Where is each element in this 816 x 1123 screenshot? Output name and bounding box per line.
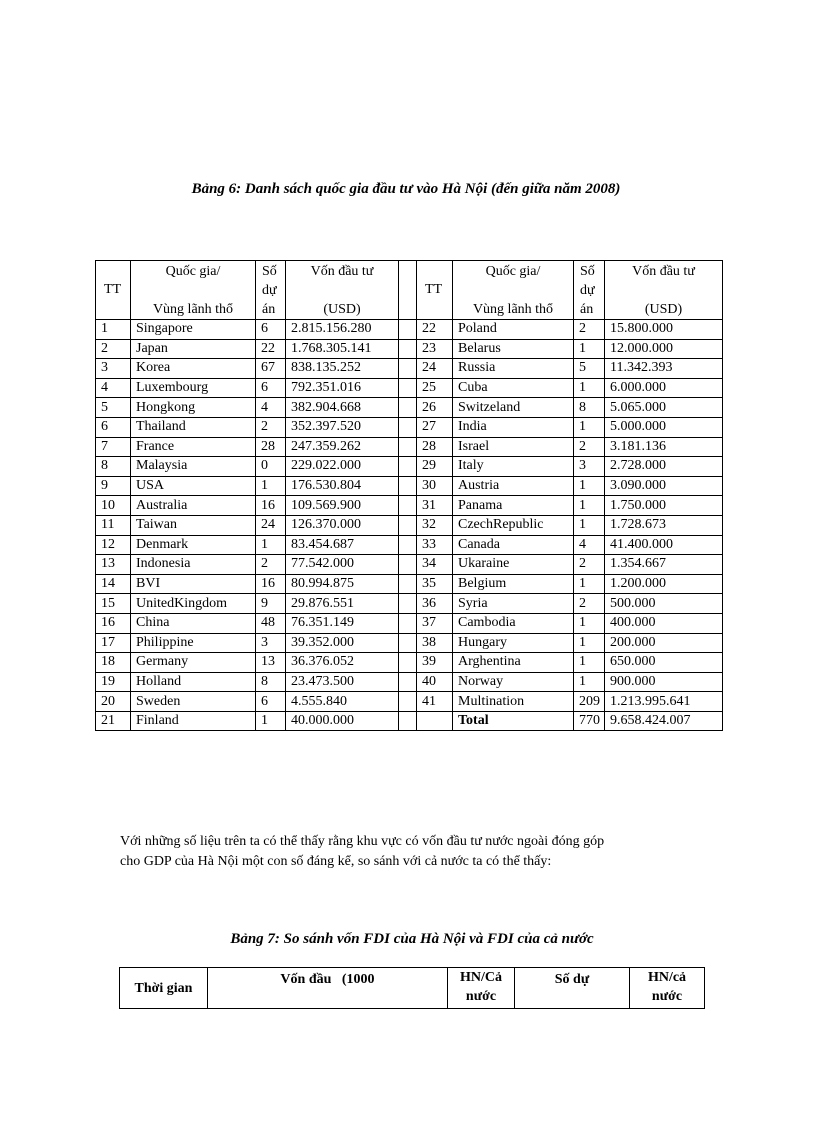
cell-tt: 10 [96,496,131,516]
header-fdi-capital: Vốn đầu (1000 [208,968,448,1009]
header-tt-right: TT [417,261,453,320]
cell-projects: 2 [256,417,286,437]
table-row [96,476,723,496]
cell-country: USA [131,476,256,496]
column-separator [399,417,417,437]
cell-country-right: Italy [453,457,574,477]
column-separator [399,574,417,594]
cell-capital: 792.351.016 [286,378,399,398]
cell-tt-right: 25 [417,378,453,398]
cell-country: UnitedKingdom [131,594,256,614]
column-separator [399,515,417,535]
table-row [96,417,723,437]
header-projects-right-line3: án [580,302,594,317]
cell-country-right: Total [453,711,574,731]
table-row [96,515,723,535]
cell-projects: 48 [256,613,286,633]
table-row [96,339,723,359]
cell-country-right: Syria [453,594,574,614]
column-separator [399,672,417,692]
header-time: Thời gian [120,968,208,1009]
cell-projects-right: 1 [574,378,605,398]
analysis-paragraph [120,832,720,872]
cell-country: Luxembourg [131,378,256,398]
cell-capital-right: 500.000 [605,594,723,614]
cell-country-right: Belarus [453,339,574,359]
cell-capital: 77.542.000 [286,555,399,575]
header-projects-right [574,261,605,320]
hn-ratio-1-line1: HN/Cả [460,970,502,985]
header-projects-right-line2: dự [580,283,595,298]
cell-country: Germany [131,653,256,673]
cell-projects-right: 1 [574,653,605,673]
cell-capital-right: 1.213.995.641 [605,692,723,712]
cell-tt-right: 33 [417,535,453,555]
table-row [96,613,723,633]
cell-tt-right: 34 [417,555,453,575]
cell-projects: 22 [256,339,286,359]
column-separator [399,633,417,653]
table-row [96,398,723,418]
cell-capital: 126.370.000 [286,515,399,535]
header-hn-ratio-1 [448,968,515,1009]
cell-country: Denmark [131,535,256,555]
cell-country-right: Panama [453,496,574,516]
cell-projects-right: 1 [574,339,605,359]
table-row [96,457,723,477]
table-row [96,496,723,516]
cell-capital: 2.815.156.280 [286,320,399,340]
cell-country-right: Canada [453,535,574,555]
hn-ratio-1-line2: nước [465,989,497,1004]
cell-capital: 80.994.875 [286,574,399,594]
table-row [96,594,723,614]
table6-header-row [96,261,723,320]
cell-tt-right: 26 [417,398,453,418]
column-separator [399,535,417,555]
cell-tt: 16 [96,613,131,633]
cell-capital-right: 3.090.000 [605,476,723,496]
header-tt: TT [96,261,131,320]
cell-capital: 4.555.840 [286,692,399,712]
cell-country: Hongkong [131,398,256,418]
column-separator [399,457,417,477]
fdi-countries-table [95,260,723,731]
cell-tt: 21 [96,711,131,731]
cell-projects: 28 [256,437,286,457]
table-row [96,692,723,712]
cell-projects: 24 [256,515,286,535]
cell-capital-right: 9.658.424.007 [605,711,723,731]
header-country-right-line1: Quốc gia/ [485,264,541,279]
cell-projects: 4 [256,398,286,418]
table-row [96,535,723,555]
cell-country-right: Switzeland [453,398,574,418]
cell-capital-right: 1.354.667 [605,555,723,575]
cell-country-right: Israel [453,437,574,457]
cell-country: Australia [131,496,256,516]
cell-capital: 39.352.000 [286,633,399,653]
cell-country-right: Belgium [453,574,574,594]
cell-capital: 229.022.000 [286,457,399,477]
cell-capital-right: 6.000.000 [605,378,723,398]
cell-country: BVI [131,574,256,594]
cell-tt-right: 41 [417,692,453,712]
cell-tt-right: 24 [417,359,453,379]
header-capital-line2: (USD) [323,302,361,317]
header-projects-line2: dự [262,283,277,298]
cell-tt-right: 40 [417,672,453,692]
cell-country-right: Russia [453,359,574,379]
cell-tt: 7 [96,437,131,457]
cell-capital-right: 400.000 [605,613,723,633]
paragraph-line-1: Với những số liệu trên ta có thể thấy rằng khu vực có vốn đầu tư nước ngoài đóng góp [120,834,605,849]
cell-tt-right [417,711,453,731]
cell-projects-right: 1 [574,613,605,633]
cell-projects-right: 209 [574,692,605,712]
cell-tt: 8 [96,457,131,477]
cell-tt: 3 [96,359,131,379]
cell-tt-right: 36 [417,594,453,614]
cell-country: Holland [131,672,256,692]
table-row [96,633,723,653]
cell-capital: 109.569.900 [286,496,399,516]
cell-tt: 15 [96,594,131,614]
table7-title: Bảng 7: So sánh vốn FDI của Hà Nội và FDI của cả nước [230,931,594,947]
cell-capital: 36.376.052 [286,653,399,673]
column-separator [399,398,417,418]
cell-tt-right: 27 [417,417,453,437]
cell-country: Malaysia [131,457,256,477]
header-capital-right-line2: (USD) [644,302,683,317]
cell-projects: 16 [256,496,286,516]
column-separator [399,261,417,320]
cell-tt-right: 32 [417,515,453,535]
header-project-count: Số dự [515,968,630,1009]
header-hn-ratio-2 [630,968,705,1009]
cell-projects-right: 2 [574,555,605,575]
cell-tt-right: 39 [417,653,453,673]
cell-country: France [131,437,256,457]
cell-projects-right: 4 [574,535,605,555]
cell-tt-right: 28 [417,437,453,457]
cell-capital-right: 5.065.000 [605,398,723,418]
cell-country-right: Austria [453,476,574,496]
header-projects [256,261,286,320]
cell-projects-right: 1 [574,417,605,437]
cell-capital: 1.768.305.141 [286,339,399,359]
cell-projects-right: 2 [574,594,605,614]
header-capital-right [605,261,723,320]
cell-projects: 2 [256,555,286,575]
cell-projects-right: 3 [574,457,605,477]
cell-capital: 247.359.262 [286,437,399,457]
table7-header-row [120,968,705,1009]
table-row [96,555,723,575]
column-separator [399,378,417,398]
cell-tt: 2 [96,339,131,359]
cell-country: Sweden [131,692,256,712]
table6-title: Bảng 6: Danh sách quốc gia đầu tư vào Hà Nội (đến giữa năm 2008) [191,181,621,197]
cell-capital: 176.530.804 [286,476,399,496]
header-projects-line3: án [262,302,276,317]
cell-projects: 1 [256,535,286,555]
cell-projects: 16 [256,574,286,594]
column-separator [399,476,417,496]
cell-country: Japan [131,339,256,359]
column-separator [399,496,417,516]
cell-projects-right: 1 [574,574,605,594]
cell-tt: 17 [96,633,131,653]
column-separator [399,594,417,614]
cell-country-right: Cuba [453,378,574,398]
table-row [96,711,723,731]
cell-projects: 6 [256,378,286,398]
cell-capital: 382.904.668 [286,398,399,418]
column-separator [399,692,417,712]
cell-country-right: Poland [453,320,574,340]
cell-tt: 11 [96,515,131,535]
cell-tt: 9 [96,476,131,496]
cell-projects: 6 [256,320,286,340]
cell-tt: 18 [96,653,131,673]
cell-projects: 1 [256,476,286,496]
table-row [96,359,723,379]
cell-tt: 19 [96,672,131,692]
cell-projects-right: 8 [574,398,605,418]
cell-capital-right: 200.000 [605,633,723,653]
cell-tt-right: 31 [417,496,453,516]
table-row [96,653,723,673]
cell-tt: 5 [96,398,131,418]
column-separator [399,437,417,457]
cell-capital-right: 3.181.136 [605,437,723,457]
cell-capital: 29.876.551 [286,594,399,614]
cell-country-right: Arghentina [453,653,574,673]
cell-tt-right: 38 [417,633,453,653]
cell-projects-right: 2 [574,437,605,457]
cell-capital-right: 1.200.000 [605,574,723,594]
cell-projects-right: 1 [574,476,605,496]
cell-country: Taiwan [131,515,256,535]
cell-projects: 3 [256,633,286,653]
cell-tt-right: 30 [417,476,453,496]
cell-country: Indonesia [131,555,256,575]
cell-capital: 352.397.520 [286,417,399,437]
cell-projects-right: 1 [574,672,605,692]
cell-tt-right: 23 [417,339,453,359]
table-row [96,378,723,398]
header-capital [286,261,399,320]
cell-capital-right: 650.000 [605,653,723,673]
cell-tt: 12 [96,535,131,555]
cell-country: Singapore [131,320,256,340]
cell-capital: 838.135.252 [286,359,399,379]
fdi-comparison-table [119,967,705,1009]
cell-projects-right: 5 [574,359,605,379]
cell-capital-right: 11.342.393 [605,359,723,379]
cell-tt: 14 [96,574,131,594]
cell-capital: 83.454.687 [286,535,399,555]
cell-capital-right: 1.750.000 [605,496,723,516]
column-separator [399,653,417,673]
cell-country: Thailand [131,417,256,437]
cell-projects: 8 [256,672,286,692]
cell-projects: 1 [256,711,286,731]
cell-tt: 20 [96,692,131,712]
cell-projects: 9 [256,594,286,614]
cell-country-right: CzechRepublic [453,515,574,535]
header-capital-right-line1: Vốn đầu tư [632,264,695,279]
cell-capital-right: 5.000.000 [605,417,723,437]
table-row [96,672,723,692]
cell-projects-right: 1 [574,496,605,516]
header-country [131,261,256,320]
header-projects-line1: Số [262,264,277,279]
cell-projects: 0 [256,457,286,477]
cell-tt-right: 37 [417,613,453,633]
cell-projects: 67 [256,359,286,379]
cell-country: Philippine [131,633,256,653]
header-country-right-line2: Vùng lãnh thổ [472,302,554,317]
cell-tt: 1 [96,320,131,340]
header-capital-line1: Vốn đầu tư [310,264,374,279]
column-separator [399,320,417,340]
cell-projects-right: 770 [574,711,605,731]
cell-projects-right: 1 [574,515,605,535]
hn-ratio-2-line1: HN/cả [647,970,687,985]
cell-country-right: Norway [453,672,574,692]
cell-projects-right: 2 [574,320,605,340]
cell-tt-right: 22 [417,320,453,340]
column-separator [399,339,417,359]
cell-country-right: Hungary [453,633,574,653]
cell-capital-right: 900.000 [605,672,723,692]
cell-capital: 40.000.000 [286,711,399,731]
cell-capital-right: 15.800.000 [605,320,723,340]
cell-projects-right: 1 [574,633,605,653]
cell-capital: 76.351.149 [286,613,399,633]
header-country-right [453,261,574,320]
cell-capital-right: 41.400.000 [605,535,723,555]
cell-capital-right: 12.000.000 [605,339,723,359]
cell-capital: 23.473.500 [286,672,399,692]
cell-country: China [131,613,256,633]
cell-tt-right: 29 [417,457,453,477]
column-separator [399,613,417,633]
header-country-line1: Quốc gia/ [165,264,221,279]
cell-tt: 4 [96,378,131,398]
hn-ratio-2-line2: nước [651,989,683,1004]
table-row [96,437,723,457]
cell-country: Finland [131,711,256,731]
cell-capital-right: 1.728.673 [605,515,723,535]
header-projects-right-line1: Số [580,264,595,279]
table-row [96,574,723,594]
table-row [96,320,723,340]
cell-tt: 6 [96,417,131,437]
cell-projects: 6 [256,692,286,712]
header-country-line2: Vùng lãnh thổ [152,302,234,317]
cell-capital-right: 2.728.000 [605,457,723,477]
column-separator [399,711,417,731]
column-separator [399,555,417,575]
cell-country-right: Ukaraine [453,555,574,575]
cell-country: Korea [131,359,256,379]
cell-tt-right: 35 [417,574,453,594]
paragraph-line-2: cho GDP của Hà Nội một con số đáng kể, so sánh với cả nước ta có thể thấy: [120,854,552,869]
cell-country-right: India [453,417,574,437]
cell-country-right: Multination [453,692,574,712]
cell-tt: 13 [96,555,131,575]
cell-country-right: Cambodia [453,613,574,633]
cell-projects: 13 [256,653,286,673]
column-separator [399,359,417,379]
